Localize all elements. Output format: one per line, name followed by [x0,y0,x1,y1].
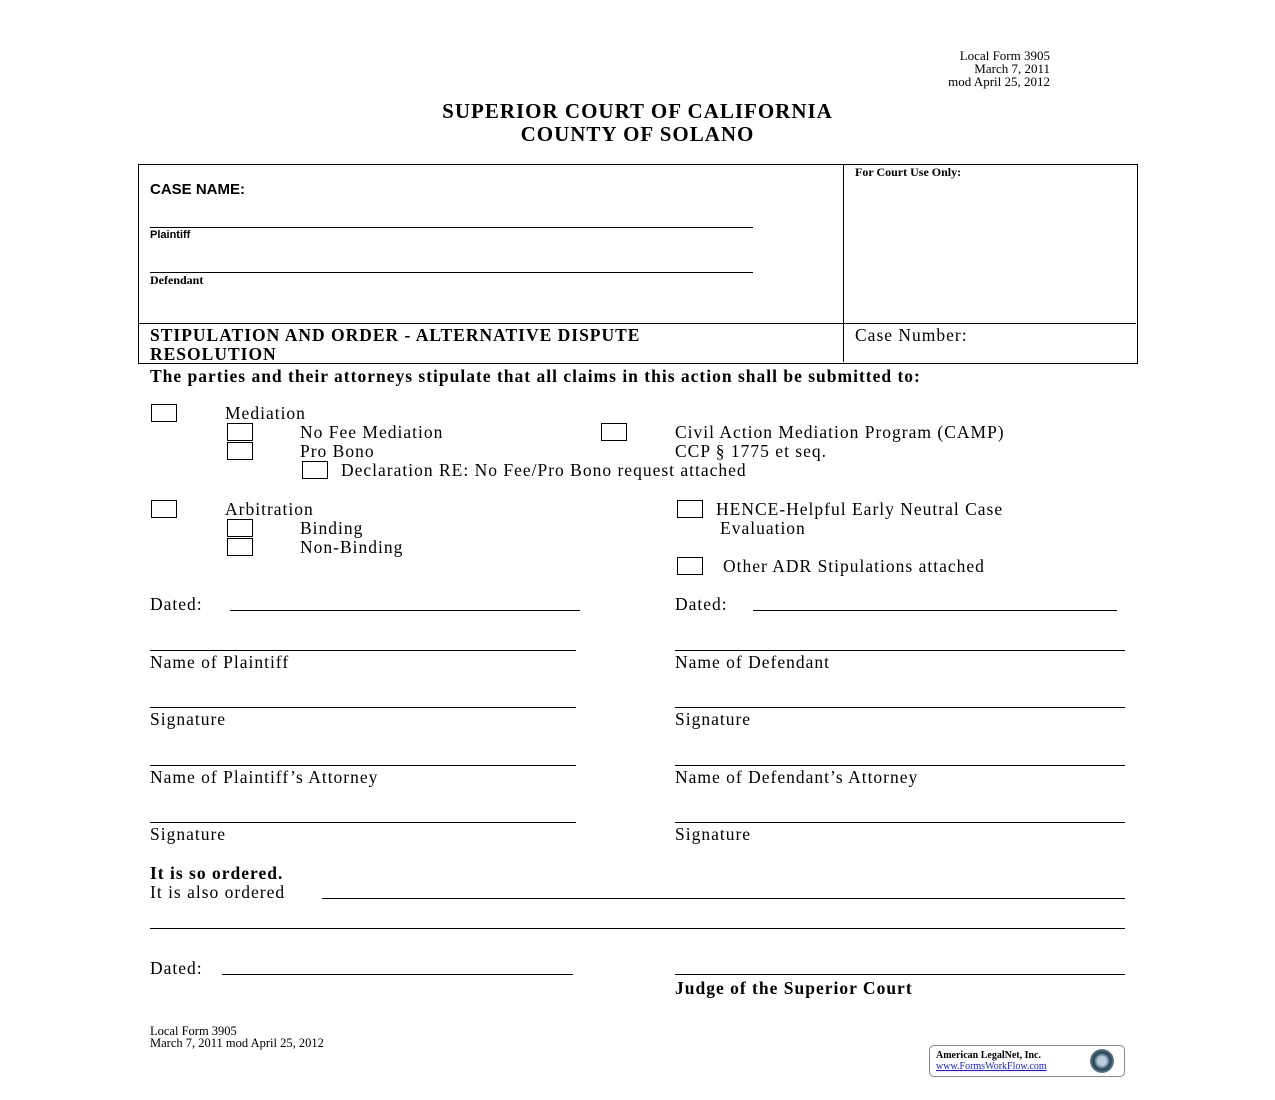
case-name-label: CASE NAME: [150,181,246,198]
plaintiff-label: Plaintiff [150,229,191,241]
name-defendant-label: Name of Defendant [675,652,830,672]
arbitration-checkbox[interactable] [151,500,177,518]
no-fee-label: No Fee Mediation [300,422,444,442]
caption-divider [843,164,844,362]
defendant-attorney-signature-field[interactable] [675,822,1125,823]
defendant-dated-field[interactable] [753,610,1117,611]
judge-label: Judge of the Superior Court [675,978,913,998]
camp-ccp-label: CCP § 1775 et seq. [675,441,828,461]
other-adr-checkbox[interactable] [677,557,703,575]
camp-label: Civil Action Mediation Program (CAMP) [675,422,1005,442]
binding-label: Binding [300,518,364,538]
plaintiff-field[interactable] [150,227,753,228]
caption-divider [138,323,1136,324]
defendant-attorney-label: Name of Defendant’s Attorney [675,767,919,787]
defendant-signature-field[interactable] [675,707,1125,708]
county-name: COUNTY OF SOLANO [520,122,755,146]
header-date: March 7, 2011 [974,61,1050,76]
plaintiff-dated-field[interactable] [230,610,580,611]
header-form-info [900,49,1050,88]
hence-label-2: Evaluation [720,518,806,538]
judge-signature-field[interactable] [675,974,1125,975]
pro-bono-checkbox[interactable] [227,442,253,460]
intro-text: The parties and their attorneys stipulate that all claims in this action shall be submitted to: [150,366,921,386]
court-name: SUPERIOR COURT OF CALIFORNIA [442,99,833,123]
no-fee-checkbox[interactable] [227,423,253,441]
plaintiff-dated-label: Dated: [150,594,203,614]
mediation-label: Mediation [225,403,306,423]
plaintiff-attorney-label: Name of Plaintiff’s Attorney [150,767,379,787]
title-line-2: RESOLUTION [150,344,277,364]
document-title [150,326,640,364]
header-mod-date: mod April 25, 2012 [948,74,1050,89]
arbitration-label: Arbitration [225,499,314,519]
name-plaintiff-label: Name of Plaintiff [150,652,290,672]
camp-checkbox[interactable] [601,423,627,441]
header-form-number: Local Form 3905 [959,48,1050,63]
plaintiff-signature-field[interactable] [150,707,576,708]
so-ordered-text: It is so ordered. [150,863,284,883]
plaintiff-signature-label: Signature [150,709,227,729]
court-use-label: For Court Use Only: [855,165,962,179]
defendant-label: Defendant [150,273,204,287]
pro-bono-label: Pro Bono [300,441,375,461]
footer-form-info [150,1025,324,1049]
other-adr-label: Other ADR Stipulations attached [723,556,985,576]
mediation-checkbox[interactable] [151,404,177,422]
court-title [0,100,1275,146]
plaintiff-attorney-signature-label: Signature [150,824,227,844]
declaration-label: Declaration RE: No Fee/Pro Bono request attached [341,460,747,480]
logo-url[interactable]: www.FormsWorkFlow.com [936,1061,1047,1072]
plaintiff-attorney-signature-field[interactable] [150,822,576,823]
defendant-attorney-field[interactable] [675,765,1125,766]
also-ordered-field-2[interactable] [150,928,1125,929]
footer-date: March 7, 2011 mod April 25, 2012 [150,1036,324,1050]
logo-name: American LegalNet, Inc. [936,1050,1041,1061]
also-ordered-field[interactable] [322,898,1125,899]
name-plaintiff-field[interactable] [150,650,576,651]
globe-icon [1090,1049,1114,1073]
defendant-attorney-signature-label: Signature [675,824,752,844]
also-ordered-label: It is also ordered [150,882,286,902]
name-defendant-field[interactable] [675,650,1125,651]
declaration-checkbox[interactable] [302,461,328,479]
order-dated-field[interactable] [222,974,573,975]
non-binding-label: Non-Binding [300,537,404,557]
american-legalnet-logo [929,1045,1125,1077]
footer-form-number: Local Form 3905 [150,1024,237,1038]
defendant-field[interactable] [150,272,753,273]
hence-checkbox[interactable] [677,500,703,518]
title-line-1: STIPULATION AND ORDER - ALTERNATIVE DISPUTE [150,325,641,345]
hence-label: HENCE-Helpful Early Neutral Case [716,499,1004,519]
non-binding-checkbox[interactable] [227,538,253,556]
case-number-label: Case Number: [855,325,968,345]
binding-checkbox[interactable] [227,519,253,537]
plaintiff-attorney-field[interactable] [150,765,576,766]
defendant-signature-label: Signature [675,709,752,729]
order-dated-label: Dated: [150,958,203,978]
defendant-dated-label: Dated: [675,594,728,614]
